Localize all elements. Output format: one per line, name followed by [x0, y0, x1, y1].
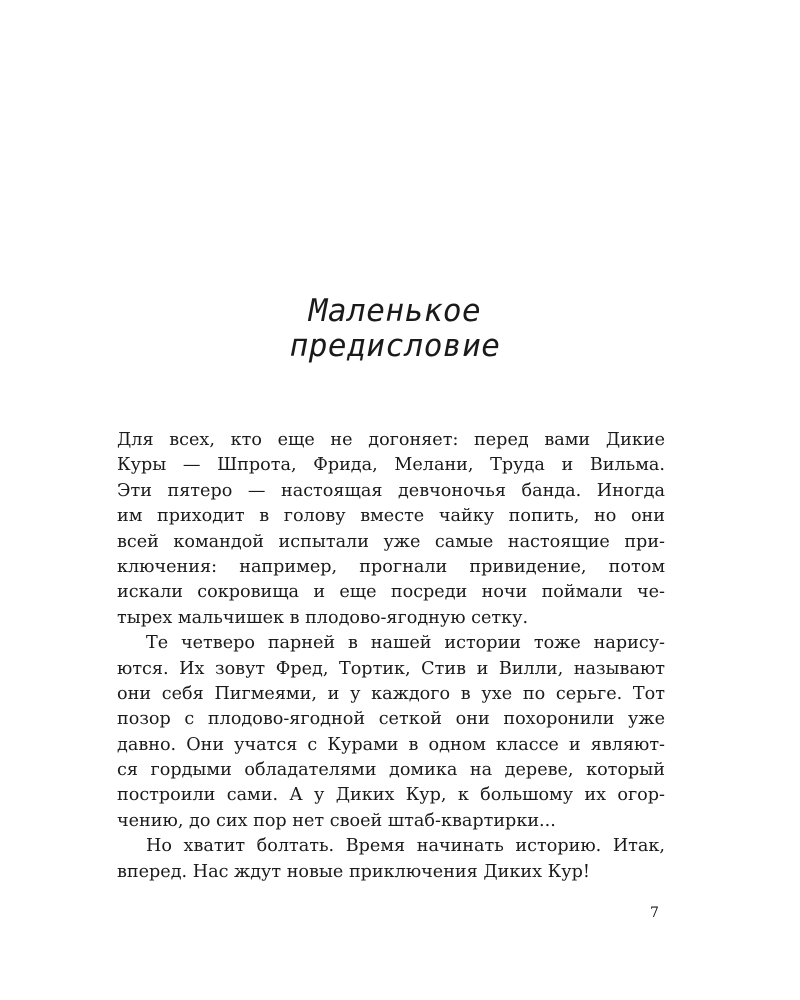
text-line: Для всех, кто еще не догоняет: перед вами Дикие	[117, 430, 665, 450]
text-line: Куры — Шпрота, Фрида, Мелани, Труда и Вильма.	[117, 455, 665, 476]
text-line: вперед. Нас ждут новые приключения Диких Кур!	[117, 861, 590, 882]
text-line: они себя Пигмеями, и у каждого в ухе по серьге. Тот	[117, 683, 665, 704]
page-number: 7	[650, 905, 659, 921]
body-text	[117, 428, 665, 885]
text-line: ключения: например, прогнали привидение, потом	[117, 556, 665, 577]
chapter-title-line-1: Маленькое	[308, 293, 482, 329]
text-line: им приходит в голову вместе чайку попить, но они	[117, 506, 665, 527]
text-line: ются. Их зовут Фред, Тортик, Стив и Вилли, называют	[117, 658, 665, 679]
text-line: Эти пятеро — настоящая девчоночья банда. Иногда	[117, 480, 665, 501]
text-line: чению, до сих пор нет своей штаб-квартирки...	[117, 810, 556, 831]
text-line: тырех мальчишек в плодово-ягодную сетку.	[117, 607, 529, 628]
text-line: построили сами. А у Диких Кур, к большому их огор-	[117, 785, 665, 806]
text-line: искали сокровища и еще посреди ночи поймали че-	[117, 582, 665, 603]
text-line: давно. Они учатся с Курами в одном классе и являют-	[117, 734, 665, 755]
text-line: позор с плодово-ягодной сеткой они похоронили уже	[117, 709, 665, 730]
text-line: Но хватит болтать. Время начинать историю. Итак,	[146, 836, 665, 857]
text-line: ся гордыми обладателями домика на дереве, который	[117, 760, 665, 781]
text-line: всей командой испытали уже самые настоящие при-	[117, 531, 665, 552]
text-line: Те четверо парней в нашей истории тоже нарису-	[146, 633, 665, 654]
chapter-title	[0, 294, 790, 364]
chapter-title-line-2: предисловие	[289, 328, 501, 364]
